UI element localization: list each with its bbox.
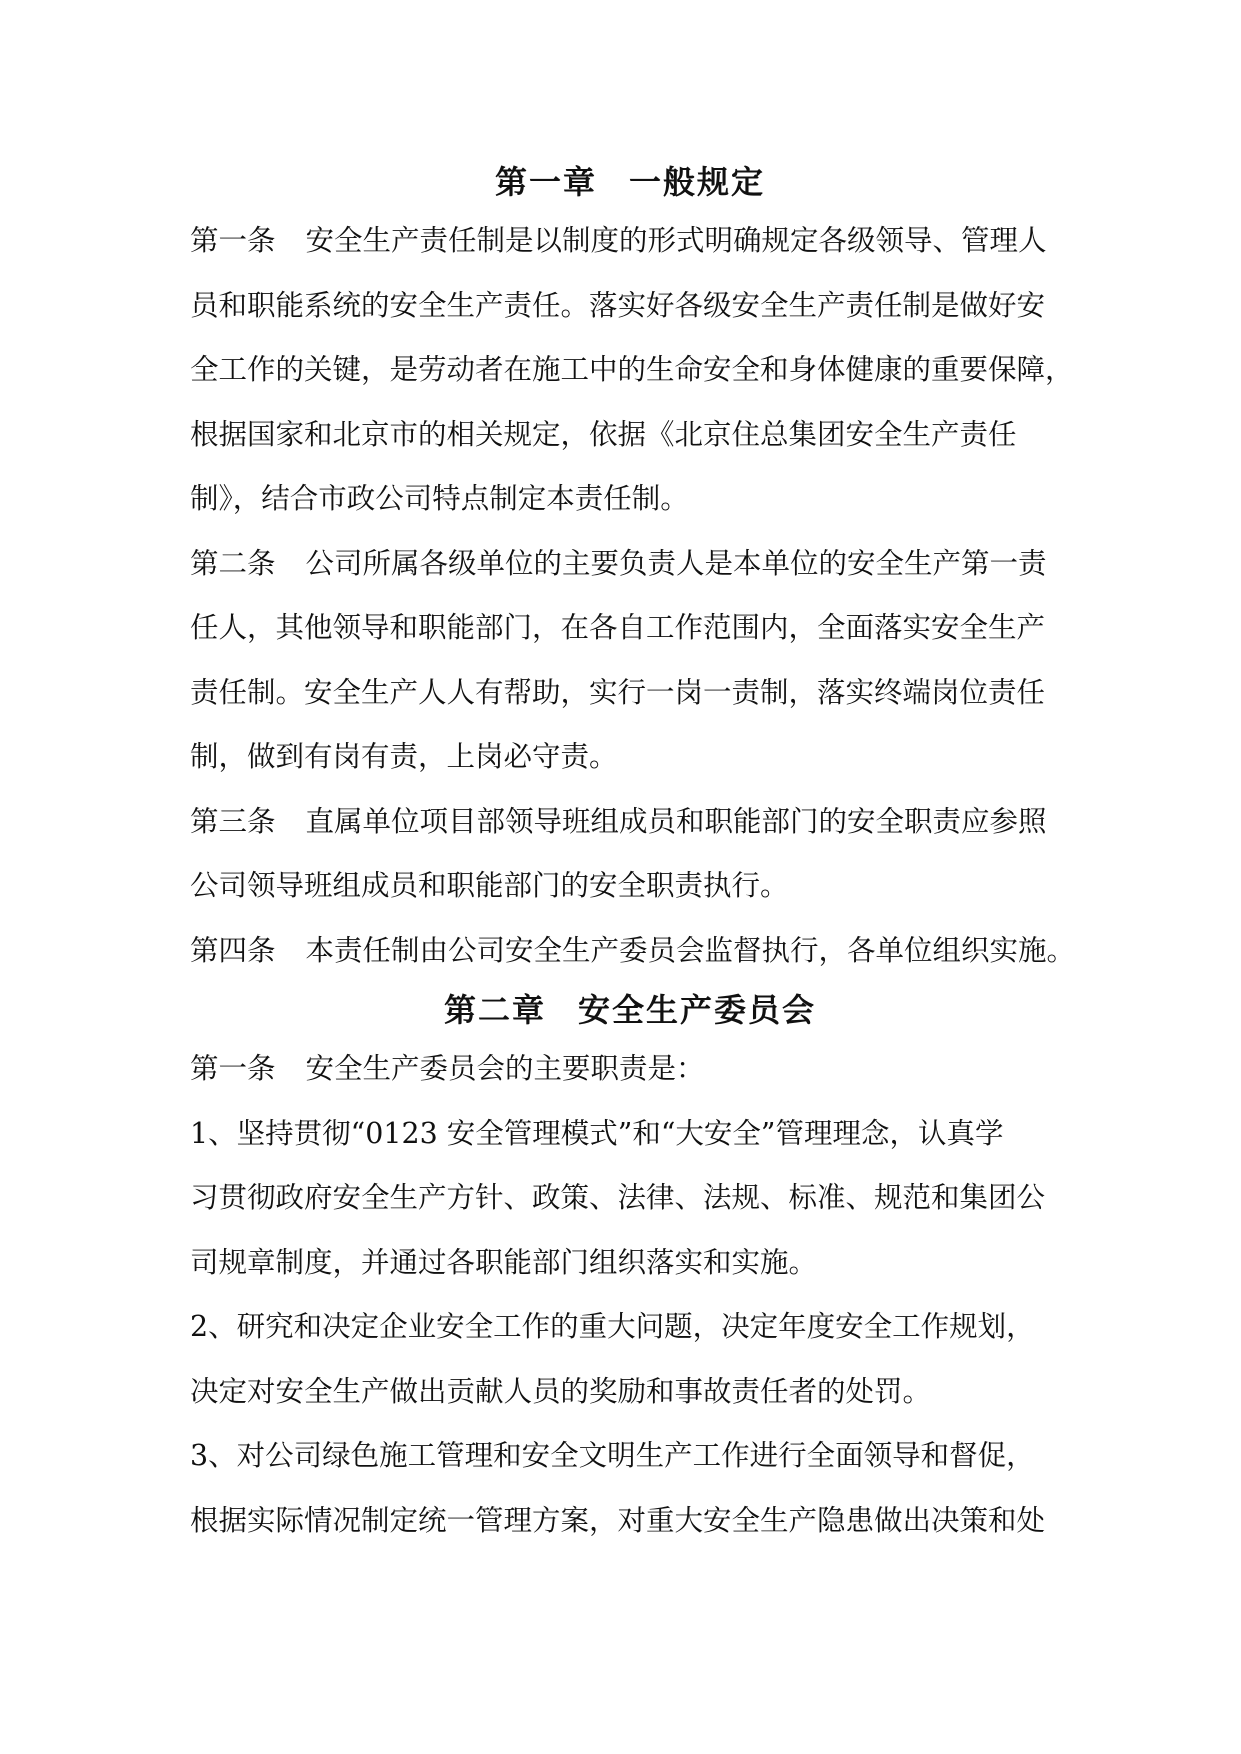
chapter-2-title: 安全生产委员会 bbox=[578, 991, 817, 1029]
article-label: 第三条 bbox=[190, 804, 276, 838]
article-label: 第二条 bbox=[190, 546, 276, 580]
chapter-2-label: 第二章 bbox=[443, 991, 546, 1029]
article-line: 安全生产委员会的主要职责是： bbox=[305, 1052, 705, 1085]
article-line: 责任制。安全生产人人有帮助，实行一岗一责制，落实终端岗位责任 bbox=[190, 675, 1046, 709]
article-line: 全工作的关键，是劳动者在施工中的生命安全和身体健康的重要保障， bbox=[190, 353, 1074, 386]
article-label: 第一条 bbox=[190, 1052, 276, 1085]
duty-item-1 bbox=[190, 1102, 1070, 1296]
chapter-1-label: 第一章 bbox=[494, 163, 597, 201]
duty-line: 决定对安全生产做出贡献人员的奖励和事故责任者的处罚。 bbox=[190, 1374, 932, 1408]
chapter-2-heading bbox=[190, 983, 1070, 1037]
article-line: 根据国家和北京市的相关规定，依据《北京住总集团安全生产责任 bbox=[190, 417, 1017, 451]
chapter-1-title: 一般规定 bbox=[629, 163, 766, 201]
chapter-1-article-3 bbox=[190, 790, 1070, 919]
document-page bbox=[190, 155, 1076, 1553]
duty-item-3 bbox=[190, 1424, 1070, 1553]
chapter-2-article-1 bbox=[190, 1037, 1070, 1102]
article-line: 制》，结合市政公司特点制定本责任制。 bbox=[190, 482, 689, 515]
article-line: 公司所属各级单位的主要负责人是本单位的安全生产第一责 bbox=[305, 546, 1047, 580]
chapter-1-heading bbox=[190, 155, 1070, 209]
chapter-1-article-4 bbox=[190, 919, 1076, 984]
article-line: 任人，其他领导和职能部门，在各自工作范围内，全面落实安全生产 bbox=[190, 611, 1046, 644]
article-line: 直属单位项目部领导班组成员和职能部门的安全职责应参照 bbox=[305, 804, 1047, 838]
article-line: 本责任制由公司安全生产委员会监督执行，各单位组织实施。 bbox=[305, 933, 1076, 967]
chapter-1-article-2 bbox=[190, 532, 1070, 790]
chapter-1-article-1 bbox=[190, 209, 1074, 532]
article-label: 第一条 bbox=[190, 224, 276, 257]
duty-line: 根据实际情况制定统一管理方案，对重大安全生产隐患做出决策和处 bbox=[190, 1503, 1046, 1537]
duty-line: 1、坚持贯彻“0123 安全管理模式”和“大安全”管理理念，认真学 bbox=[190, 1116, 1004, 1150]
article-line: 公司领导班组成员和职能部门的安全职责执行。 bbox=[190, 869, 789, 902]
article-label: 第四条 bbox=[190, 933, 276, 967]
duty-line: 司规章制度，并通过各职能部门组织落实和实施。 bbox=[190, 1245, 818, 1279]
article-line: 安全生产责任制是以制度的形式明确规定各级领导、管理人 bbox=[305, 224, 1047, 257]
duty-line: 习贯彻政府安全生产方针、政策、法律、法规、标准、规范和集团公 bbox=[190, 1181, 1046, 1214]
duty-item-2 bbox=[190, 1295, 1070, 1424]
article-line: 员和职能系统的安全生产责任。落实好各级安全生产责任制是做好安 bbox=[190, 288, 1046, 322]
article-line: 制，做到有岗有责，上岗必守责。 bbox=[190, 740, 618, 773]
duty-line: 3、对公司绿色施工管理和安全文明生产工作进行全面领导和督促， bbox=[190, 1439, 1035, 1472]
duty-line: 2、研究和决定企业安全工作的重大问题，决定年度安全工作规划， bbox=[190, 1310, 1035, 1343]
